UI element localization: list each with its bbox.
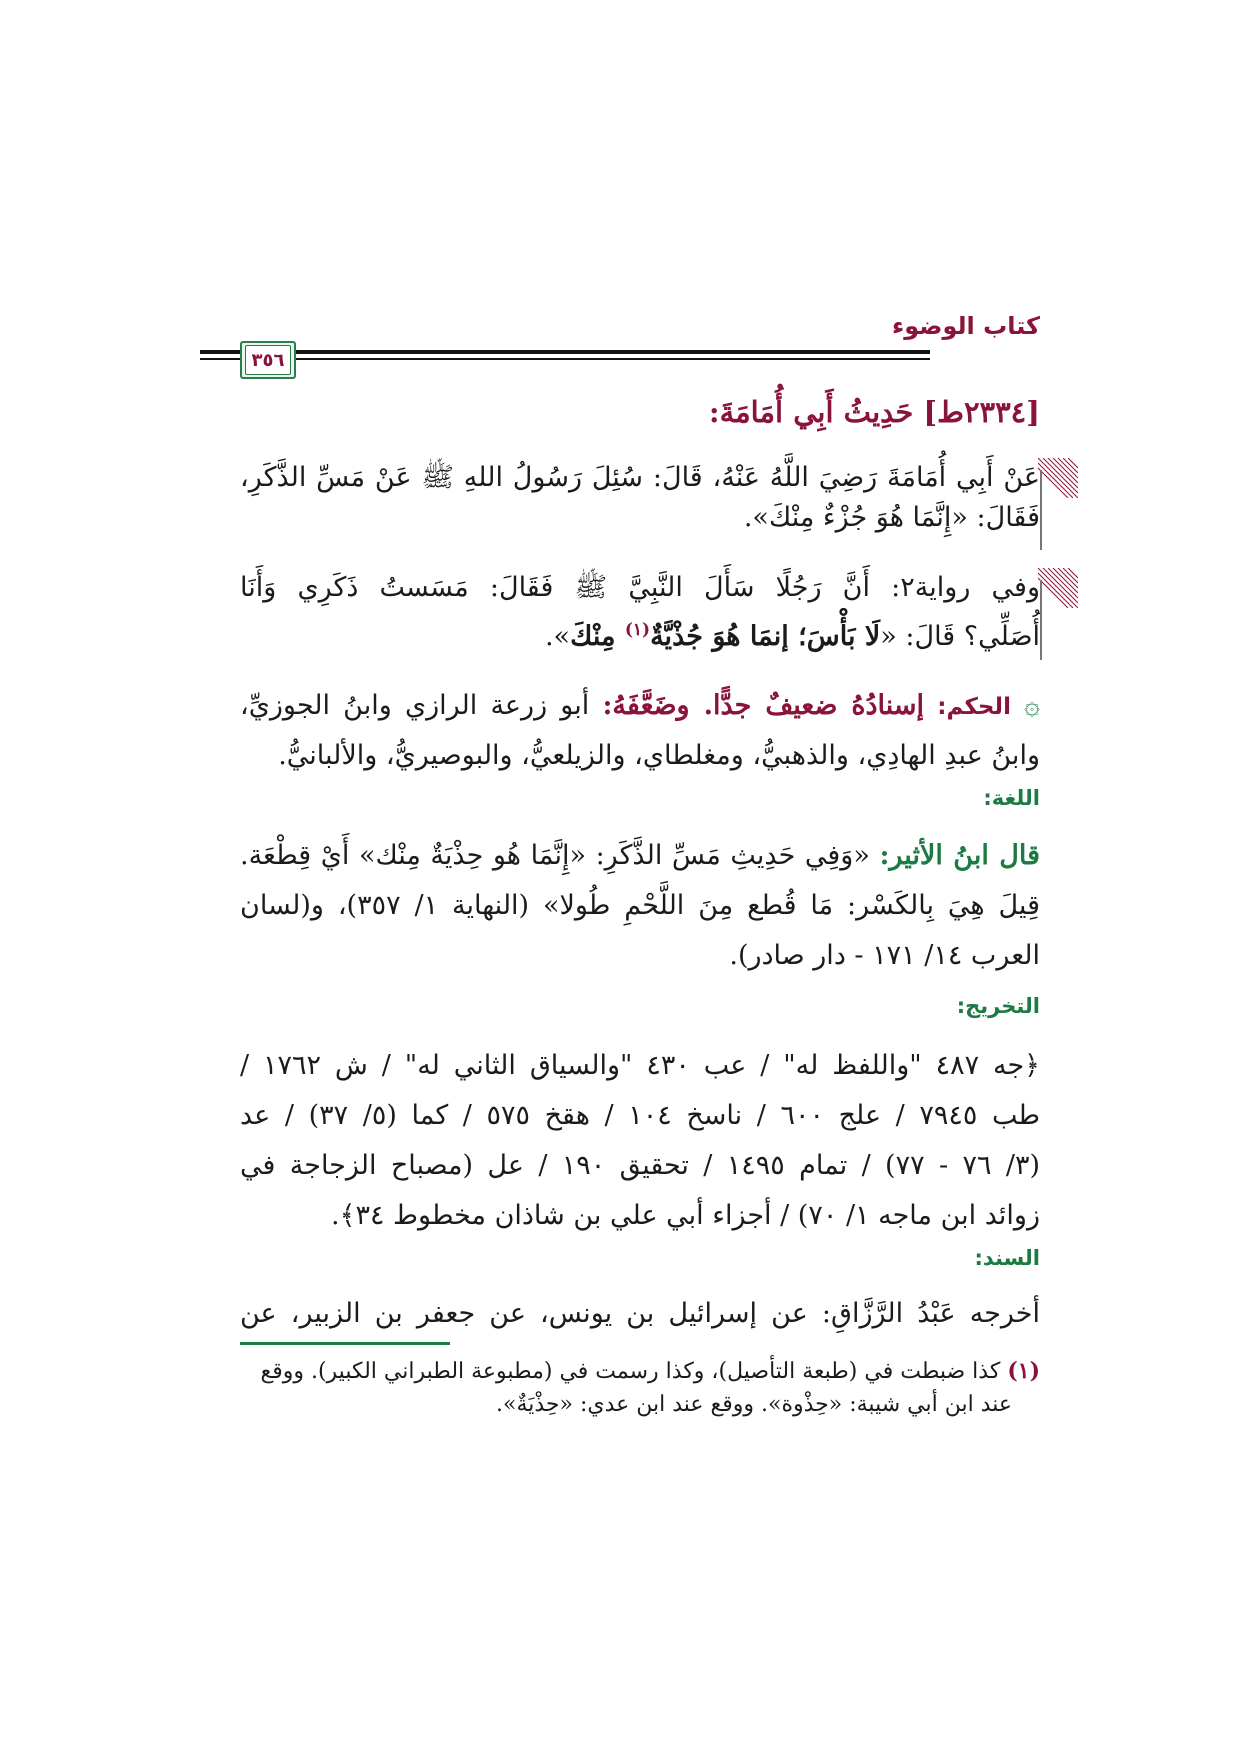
ruling-line-1: [240, 688, 1040, 725]
running-header-book-title: كتاب الوضوء: [891, 312, 1040, 340]
ruling-verdict: إسنادُهُ ضعيفٌ جدًّا. وضَعَّفَهُ:: [602, 690, 925, 721]
header-rule-left-bottom: [200, 358, 234, 360]
footnote-line-1: [240, 1356, 1040, 1387]
corner-ornament-icon: [1038, 568, 1078, 608]
ruling-line-2: وابنُ عبدِ الهادِي، والذهبيُّ، ومغلطاي، والزيلعيُّ، والبوصيريُّ، والألبانيُّ.: [278, 740, 1040, 771]
narration-1-line-1: عَنْ أَبِي أُمَامَةَ رَضِيَ اللَّهُ عَنْهُ، قَالَ: سُئِلَ رَسُولُ اللهِ ﷺ عَنْ مَسِّ الذَّكَرِ،: [240, 462, 1040, 493]
narration-margin-bar: [1040, 470, 1042, 550]
sanad-section-label: السند:: [974, 1246, 1040, 1270]
takhrij-line-4: زوائد ابن ماجه ١/ ٧٠) / أجزاء أبي علي بن شاذان مخطوط ٣٤﴾.: [331, 1200, 1040, 1231]
narration-2-line-2-start: أُصَلِّي؟ قَالَ: «: [880, 621, 1040, 652]
language-line-2: قِيلَ هِيَ بِالكَسْر: مَا قُطع مِنَ اللَّحْمِ طُولا» (النهاية ١/ ٣٥٧)، و(لسان: [240, 890, 1040, 921]
footnote-separator: [240, 1342, 450, 1345]
takhrij-line-1: ﴿جه ٤٨٧ "واللفظ له" / عب ٤٣٠ "والسياق الثاني له" / ش ١٧٦٢ /: [240, 1050, 1040, 1081]
footnote-reference[interactable]: (١): [624, 620, 651, 640]
language-author: قال ابنُ الأثير:: [879, 840, 1040, 871]
footnote-text-1: كذا ضبطت في (طبعة التأصيل)، وكذا رسمت في (مطبوعة الطبراني الكبير). ووقع: [260, 1359, 1001, 1384]
narration-2-line-1: وفي رواية٢: أَنَّ رَجُلًا سَأَلَ النَّبِيَّ ﷺ فَقَالَ: مَسَستُ ذَكَرِي وَأَنَا: [240, 572, 1040, 603]
takhrij-section-label: التخريج:: [956, 994, 1040, 1018]
takhrij-line-2: طب ٧٩٤٥ / علج ٦٠٠ / ناسخ ١٠٤ / هقخ ٥٧٥ / كما (٥/ ٣٧) / عد: [240, 1100, 1040, 1131]
prophet-statement: لَا بَأْسَ؛ إنمَا هُوَ جُذْيَّةٌ: [650, 621, 881, 652]
prophet-statement-end: مِنْكَ: [570, 621, 625, 652]
book-page: [200, 0, 1040, 1754]
narration-1-line-2: فَقَالَ: «إِنَّمَا هُوَ جُزْءٌ مِنْكَ».: [743, 502, 1040, 533]
hadith-heading: [709, 395, 1040, 429]
footnote-number: (١): [1007, 1358, 1040, 1384]
corner-ornament-icon: [1038, 458, 1078, 498]
language-line-3: العرب ١٤/ ١٧١ - دار صادر).: [729, 940, 1040, 971]
hadith-title: حَدِيثُ أَبِي أُمَامَةَ:: [708, 395, 914, 429]
ruling-weakeners: أبو زرعة الرازي وابنُ الجوزيِّ،: [240, 690, 590, 721]
language-quote: «وَفِي حَدِيثِ مَسِّ الذَّكَرِ: «إِنَّمَا هُو حِذْيَةٌ مِنْك» أَيْ قِطْعَة.: [240, 840, 870, 871]
page-number: ٣٥٦: [245, 345, 291, 375]
header-rule-top: [200, 350, 930, 354]
narration-2-line-2-end: ».: [544, 621, 571, 652]
narration-2-line-2: [240, 612, 1040, 655]
takhrij-line-3: (٣/ ٧٦ - ٧٧) / تمام ١٤٩٥ / تحقيق ١٩٠ / عل (مصباح الزجاجة في: [240, 1150, 1040, 1181]
ruling-label: الحكم:: [937, 694, 1011, 720]
hadith-number: [٢٣٣٤ط]: [923, 395, 1040, 429]
header-rule-bottom: [200, 358, 930, 360]
language-line-1: [240, 838, 1040, 874]
sanad-line-1: أخرجه عَبْدُ الرَّزَّاقِ: عن إسرائيل بن يونس، عن جعفر بن الزبير، عن: [240, 1298, 1040, 1329]
header-rule-left-top: [200, 350, 234, 354]
ornament-icon: ۞: [1024, 690, 1040, 721]
page-number-frame: [240, 341, 296, 379]
narration-margin-bar: [1040, 580, 1042, 660]
language-section-label: اللغة:: [983, 786, 1040, 810]
footnote-line-2: عند ابن أبي شيبة: «حِذْوة». ووقع عند ابن عدي: «حِذْيَةٌ».: [496, 1392, 1012, 1417]
